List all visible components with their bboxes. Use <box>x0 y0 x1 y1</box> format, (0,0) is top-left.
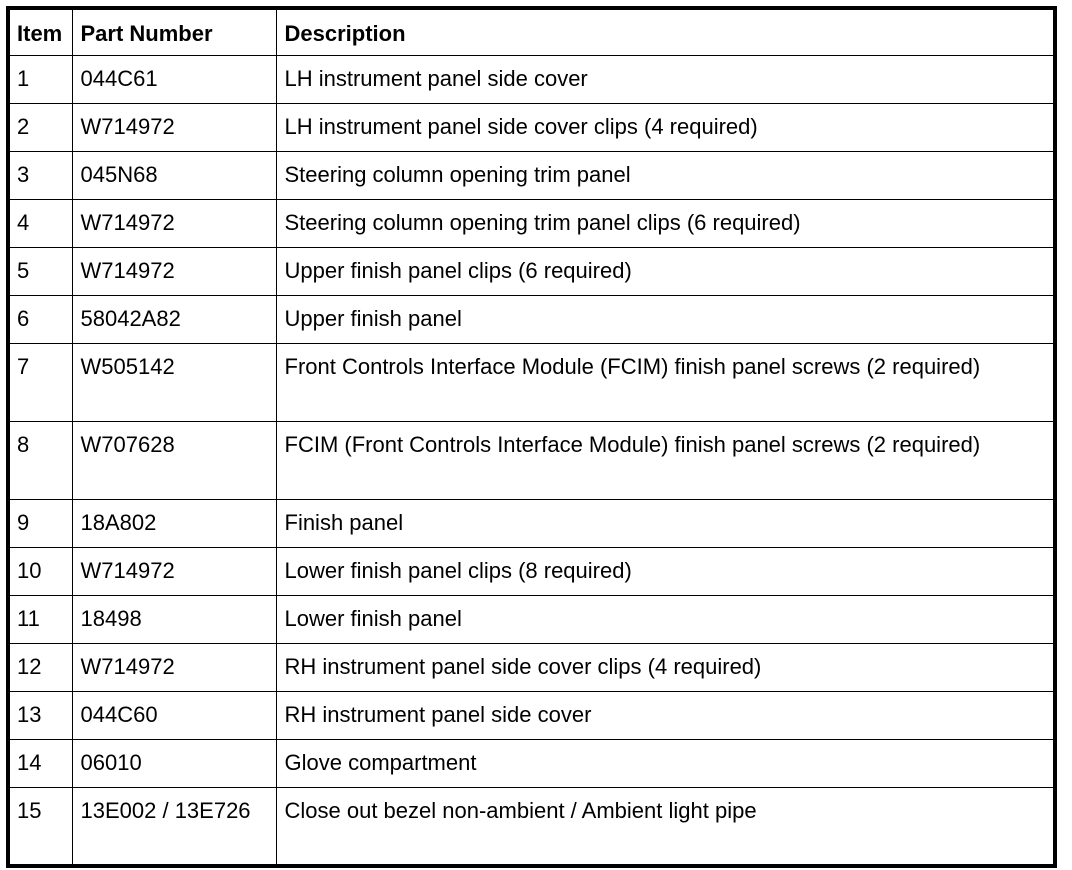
cell-item: 7 <box>8 344 72 422</box>
table-header-row <box>8 8 1055 56</box>
header-part-number: Part Number <box>72 8 276 56</box>
cell-description: LH instrument panel side cover <box>276 56 1055 104</box>
cell-part-number: 044C60 <box>72 692 276 740</box>
table-row <box>8 104 1055 152</box>
cell-description: Finish panel <box>276 500 1055 548</box>
cell-part-number: 18A802 <box>72 500 276 548</box>
cell-description: FCIM (Front Controls Interface Module) finish panel screws (2 required) <box>276 422 1055 500</box>
cell-item: 6 <box>8 296 72 344</box>
table-row <box>8 200 1055 248</box>
cell-part-number: W714972 <box>72 248 276 296</box>
table-row <box>8 152 1055 200</box>
header-description: Description <box>276 8 1055 56</box>
table-row <box>8 296 1055 344</box>
cell-description: Glove compartment <box>276 740 1055 788</box>
table-row <box>8 596 1055 644</box>
cell-description: Front Controls Interface Module (FCIM) finish panel screws (2 required) <box>276 344 1055 422</box>
table-row <box>8 500 1055 548</box>
cell-part-number: W714972 <box>72 200 276 248</box>
cell-item: 14 <box>8 740 72 788</box>
cell-part-number: 13E002 / 13E726 <box>72 788 276 866</box>
cell-description: Lower finish panel clips (8 required) <box>276 548 1055 596</box>
cell-part-number: 18498 <box>72 596 276 644</box>
cell-item: 11 <box>8 596 72 644</box>
cell-part-number: 044C61 <box>72 56 276 104</box>
cell-item: 10 <box>8 548 72 596</box>
cell-part-number: W714972 <box>72 104 276 152</box>
cell-part-number: W714972 <box>72 548 276 596</box>
cell-item: 15 <box>8 788 72 866</box>
cell-description: LH instrument panel side cover clips (4 required) <box>276 104 1055 152</box>
cell-description: Close out bezel non-ambient / Ambient light pipe <box>276 788 1055 866</box>
cell-description: Lower finish panel <box>276 596 1055 644</box>
cell-item: 4 <box>8 200 72 248</box>
cell-item: 2 <box>8 104 72 152</box>
cell-item: 3 <box>8 152 72 200</box>
table-row <box>8 422 1055 500</box>
cell-item: 12 <box>8 644 72 692</box>
header-item: Item <box>8 8 72 56</box>
cell-item: 9 <box>8 500 72 548</box>
cell-item: 8 <box>8 422 72 500</box>
cell-item: 1 <box>8 56 72 104</box>
parts-table <box>6 6 1057 868</box>
cell-description: Upper finish panel clips (6 required) <box>276 248 1055 296</box>
cell-item: 5 <box>8 248 72 296</box>
cell-description: Upper finish panel <box>276 296 1055 344</box>
cell-item: 13 <box>8 692 72 740</box>
cell-part-number: W707628 <box>72 422 276 500</box>
table-row <box>8 788 1055 866</box>
cell-part-number: 58042A82 <box>72 296 276 344</box>
cell-description: Steering column opening trim panel clips (6 required) <box>276 200 1055 248</box>
table-row <box>8 344 1055 422</box>
cell-description: Steering column opening trim panel <box>276 152 1055 200</box>
cell-part-number: W505142 <box>72 344 276 422</box>
table-row <box>8 740 1055 788</box>
cell-part-number: 045N68 <box>72 152 276 200</box>
table-row <box>8 548 1055 596</box>
table-row <box>8 692 1055 740</box>
cell-description: RH instrument panel side cover <box>276 692 1055 740</box>
table-row <box>8 644 1055 692</box>
cell-description: RH instrument panel side cover clips (4 required) <box>276 644 1055 692</box>
table-row <box>8 56 1055 104</box>
cell-part-number: W714972 <box>72 644 276 692</box>
table-row <box>8 248 1055 296</box>
cell-part-number: 06010 <box>72 740 276 788</box>
